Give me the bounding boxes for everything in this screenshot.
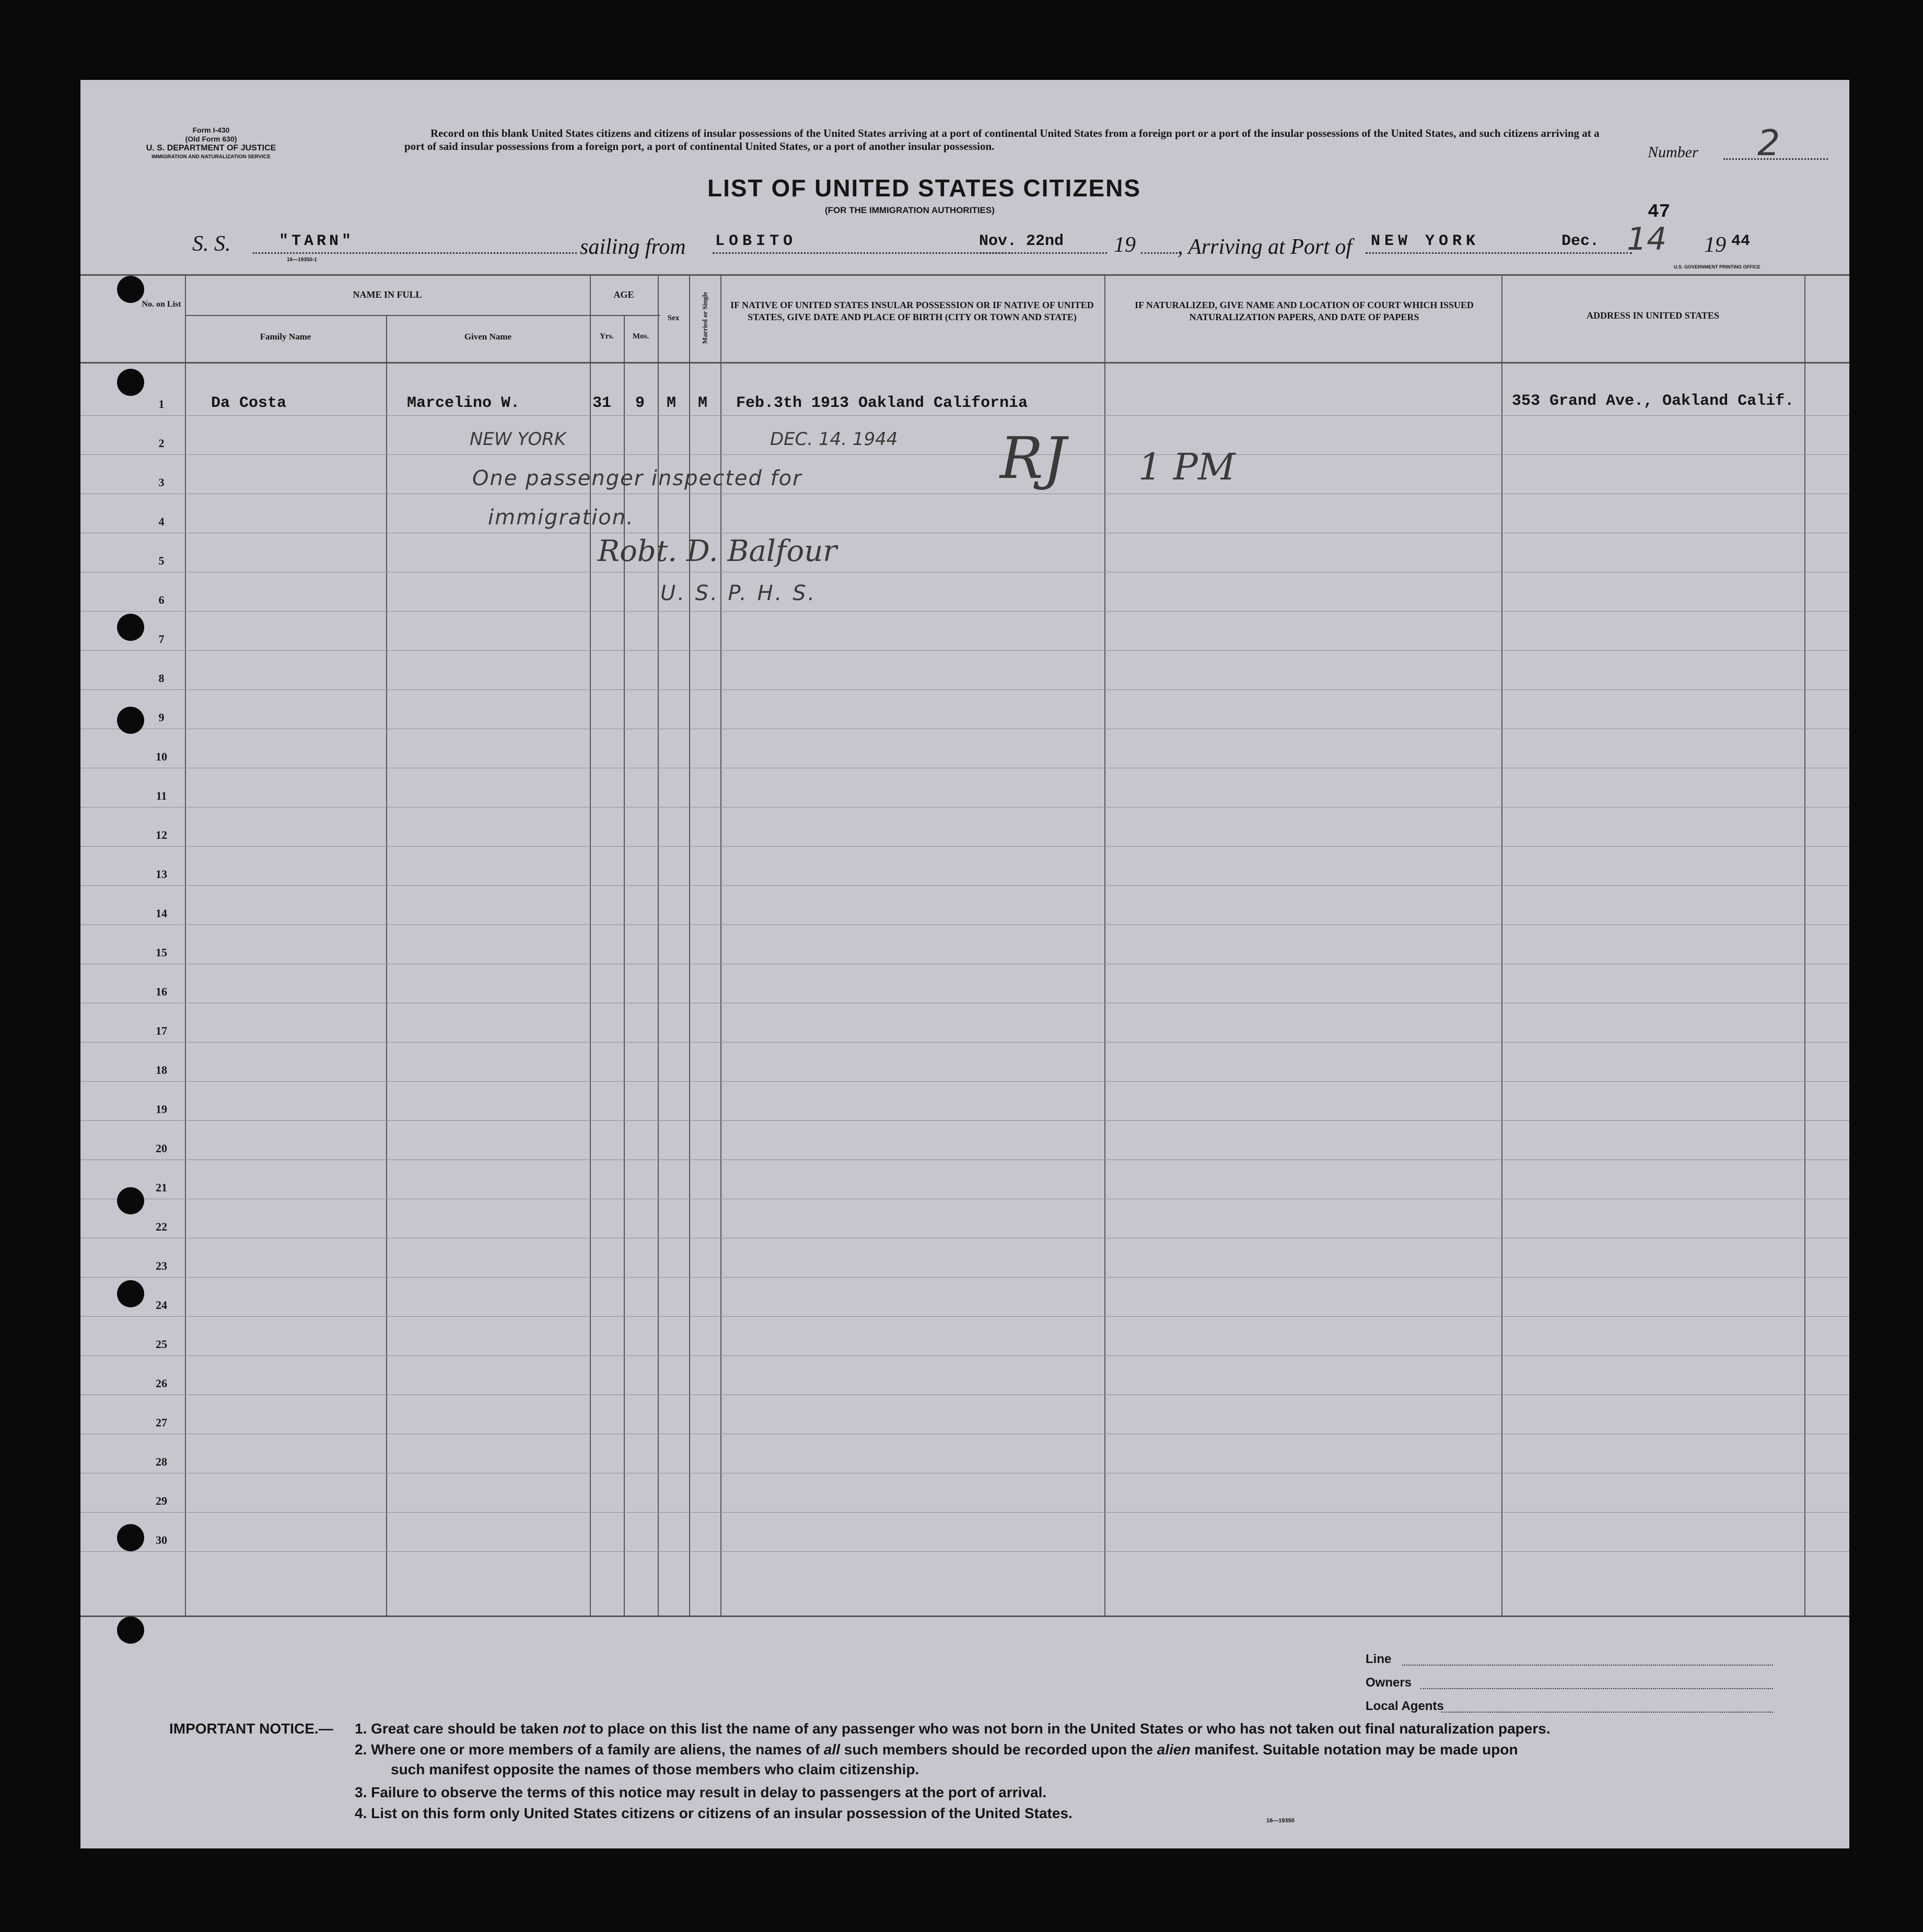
notice-2-emphasis-all: all xyxy=(823,1741,840,1758)
sailing-date: Nov. 22nd xyxy=(979,232,1064,250)
row-number: 27 xyxy=(156,1416,167,1429)
line-field-label: Line xyxy=(1366,1652,1392,1666)
owners-field-label: Owners xyxy=(1366,1676,1412,1690)
notice-1-emphasis: not xyxy=(563,1720,586,1737)
handwritten-service: U. S. P. H. S. xyxy=(660,581,817,605)
handwritten-date: DEC. 14. 1944 xyxy=(770,429,898,450)
binder-hole xyxy=(117,614,144,641)
handwritten-immigration: immigration. xyxy=(488,506,634,530)
table-bottom-border xyxy=(80,1615,1849,1617)
row-number: 5 xyxy=(158,554,165,567)
department-name: U. S. DEPARTMENT OF JUSTICE xyxy=(146,144,276,153)
sailing-year: 19 xyxy=(1114,233,1136,257)
binder-hole xyxy=(117,1617,144,1644)
row-number: 12 xyxy=(156,828,167,841)
row-number: 28 xyxy=(156,1455,167,1468)
row-number: 15 xyxy=(156,946,167,959)
row-number: 21 xyxy=(156,1181,167,1194)
arrival-year: 44 xyxy=(1731,232,1751,250)
row-number: 30 xyxy=(156,1533,167,1547)
header-name-in-full: NAME IN FULL xyxy=(353,289,422,300)
arrival-line xyxy=(1366,252,1632,254)
binder-hole xyxy=(117,707,144,734)
row-number: 4 xyxy=(158,515,165,528)
notice-1-part-a: 1. Great care should be taken xyxy=(355,1720,563,1737)
notice-item-4: 4. List on this form only United States citizens or citizens of an insular possession of the United States. xyxy=(355,1805,1073,1821)
age-years-cell: 31 xyxy=(592,394,612,412)
binder-hole xyxy=(117,369,144,396)
row-number: 13 xyxy=(156,868,167,881)
header-married-or-single: Married or Single xyxy=(701,291,709,344)
number-value: 2 xyxy=(1757,123,1780,164)
row-number: 23 xyxy=(156,1259,167,1272)
handwritten-time: 1 PM xyxy=(1138,446,1236,488)
arriving-label: , Arriving at Port of xyxy=(1178,235,1353,259)
handwritten-inspection: One passenger inspected for xyxy=(472,466,802,490)
notice-2-emphasis-alien: alien xyxy=(1157,1741,1191,1758)
old-form-number: (Old Form 630) xyxy=(185,135,237,143)
row-rule xyxy=(80,1042,1849,1043)
row-rule xyxy=(80,1512,1849,1513)
row-number: 1 xyxy=(158,397,165,411)
col-line-family xyxy=(386,315,387,1617)
page-number: 47 xyxy=(1648,201,1671,223)
page-title: LIST OF UNITED STATES CITIZENS xyxy=(707,174,1141,202)
form-id-block xyxy=(133,126,289,161)
header-age: AGE xyxy=(613,289,634,300)
row-number: 29 xyxy=(156,1494,167,1507)
notice-2-part-a: 2. Where one or more members of a family are aliens, the names of xyxy=(355,1741,824,1758)
row-rule xyxy=(80,611,1849,612)
row-rule xyxy=(80,924,1849,925)
row-number: 17 xyxy=(156,1024,167,1037)
departure-line xyxy=(713,252,1010,254)
header-mos: Mos. xyxy=(632,332,649,341)
row-number: 16 xyxy=(156,985,167,998)
header-address: ADDRESS IN UNITED STATES xyxy=(1587,310,1719,321)
row-rule xyxy=(80,1120,1849,1121)
given-name-cell: Marcelino W. xyxy=(407,394,520,412)
header-given-name: Given Name xyxy=(464,332,512,342)
row-rule xyxy=(80,1551,1849,1552)
handwritten-signature: Robt. D. Balfour xyxy=(598,534,837,568)
sailing-label: sailing from xyxy=(580,235,686,259)
row-number: 18 xyxy=(156,1063,167,1076)
subheader-border xyxy=(185,315,660,316)
col-line-address xyxy=(1804,274,1805,1617)
col-line-naturalized xyxy=(1501,274,1502,1617)
row-number: 25 xyxy=(156,1338,167,1351)
owners-field xyxy=(1420,1688,1773,1689)
header-sex: Sex xyxy=(667,314,680,322)
binder-hole xyxy=(117,1280,144,1307)
married-cell: M xyxy=(698,394,708,412)
row-rule xyxy=(80,650,1849,651)
ship-line xyxy=(253,252,577,254)
row-rule xyxy=(80,885,1849,886)
notice-label: IMPORTANT NOTICE.— xyxy=(169,1720,333,1737)
row-rule xyxy=(80,1316,1849,1317)
family-name-cell: Da Costa xyxy=(211,394,287,412)
binder-hole xyxy=(117,276,144,303)
header-native-birth: IF NATIVE OF UNITED STATES INSULAR POSSESSION OR IF NATIVE OF UNITED STATES, GIVE DATE AND PLACE OF BIRTH (CITY OR TOWN AND STATE) xyxy=(730,300,1094,322)
service-name: IMMIGRATION AND NATURALIZATION SERVICE xyxy=(151,154,271,160)
row-number: 3 xyxy=(158,476,165,489)
header-family-name: Family Name xyxy=(260,332,311,342)
row-number: 8 xyxy=(158,672,165,685)
handwritten-initials: RJ xyxy=(1000,425,1066,491)
row-rule xyxy=(80,1355,1849,1356)
row-rule xyxy=(80,1277,1849,1278)
notice-2-part-b: such members should be recorded upon the xyxy=(840,1741,1157,1758)
row-number: 10 xyxy=(156,750,167,763)
row-rule xyxy=(80,846,1849,847)
row-number: 6 xyxy=(158,593,165,606)
row-number: 20 xyxy=(156,1142,167,1155)
page-subtitle: (FOR THE IMMIGRATION AUTHORITIES) xyxy=(825,205,995,215)
notice-2-part-c: manifest. Suitable notation may be made upon xyxy=(1190,1741,1518,1758)
notice-item-1 xyxy=(355,1720,1551,1738)
manifest-sheet xyxy=(80,80,1849,1848)
number-label: Number xyxy=(1648,144,1698,161)
binder-hole xyxy=(117,1524,144,1551)
form-number: Form I-430 xyxy=(192,126,230,134)
departure-port: LOBITO xyxy=(715,232,797,250)
notice-item-2-continued: such manifest opposite the names of those members who claim citizenship. xyxy=(391,1761,919,1777)
notice-1-part-b: to place on this list the name of any passenger who was not born in the United States or who has not taken out final naturalization papers. xyxy=(585,1720,1551,1737)
row-number: 9 xyxy=(158,711,165,724)
row-number: 22 xyxy=(156,1220,167,1233)
notice-item-2 xyxy=(355,1741,1518,1759)
row-number: 14 xyxy=(156,907,167,920)
col-line-native xyxy=(1104,274,1105,1617)
record-instructions: Record on this blank United States citizens and citizens of insular possessions of the United States arriving at a port of continental United States from a foreign port or a port of the insular possessions of the United States, and such citizens arriving at a port of said insular possessions from a foreign port, a port of continental United States, or a port of another insular possession. xyxy=(404,127,1600,153)
row-rule xyxy=(80,689,1849,690)
sailing-date-line xyxy=(976,252,1107,254)
sex-cell: M xyxy=(667,394,677,412)
binder-hole xyxy=(117,1187,144,1214)
row-rule xyxy=(80,415,1849,416)
age-months-cell: 9 xyxy=(635,394,645,412)
row-number: 7 xyxy=(158,633,165,646)
agents-field xyxy=(1441,1712,1773,1713)
row-rule xyxy=(80,1081,1849,1082)
footer-code: 16—19350 xyxy=(1266,1818,1295,1824)
birth-cell: Feb.3th 1913 Oakland California xyxy=(736,394,1028,412)
table-top-border xyxy=(80,274,1849,276)
row-number: 2 xyxy=(158,437,165,450)
sailing-year-line xyxy=(1141,252,1178,254)
ship-name: "TARN" xyxy=(279,232,355,250)
row-rule xyxy=(80,454,1849,455)
agents-field-label: Local Agents xyxy=(1366,1699,1444,1713)
gpo-imprint: U.S. GOVERNMENT PRINTING OFFICE xyxy=(1674,264,1761,270)
row-number: 19 xyxy=(156,1103,167,1116)
notice-item-3: 3. Failure to observe the terms of this notice may result in delay to passengers at the port of arrival. xyxy=(355,1784,1047,1800)
row-number: 11 xyxy=(156,789,167,802)
header-bottom-border xyxy=(80,362,1849,364)
header-no-on-list: No. on List xyxy=(142,300,181,309)
print-code: 16—19350-1 xyxy=(287,257,317,263)
arrival-year-prefix: 19 xyxy=(1704,233,1726,257)
address-cell: 353 Grand Ave., Oakland Calif. xyxy=(1512,392,1794,410)
header-naturalized: IF NATURALIZED, GIVE NAME AND LOCATION OF COURT WHICH ISSUED NATURALIZATION PAPERS, AND DATE OF PAPERS xyxy=(1135,300,1474,322)
col-line-no xyxy=(185,274,186,1617)
arrival-day: 14 xyxy=(1627,221,1667,257)
row-number: 26 xyxy=(156,1377,167,1390)
handwritten-port: NEW YORK xyxy=(470,429,566,450)
header-yrs: Yrs. xyxy=(599,332,614,341)
arrival-month: Dec. xyxy=(1561,232,1600,250)
arrival-port: NEW YORK xyxy=(1371,232,1480,250)
ss-label: S. S. xyxy=(192,232,231,256)
row-number: 24 xyxy=(156,1298,167,1312)
line-field xyxy=(1402,1665,1773,1666)
